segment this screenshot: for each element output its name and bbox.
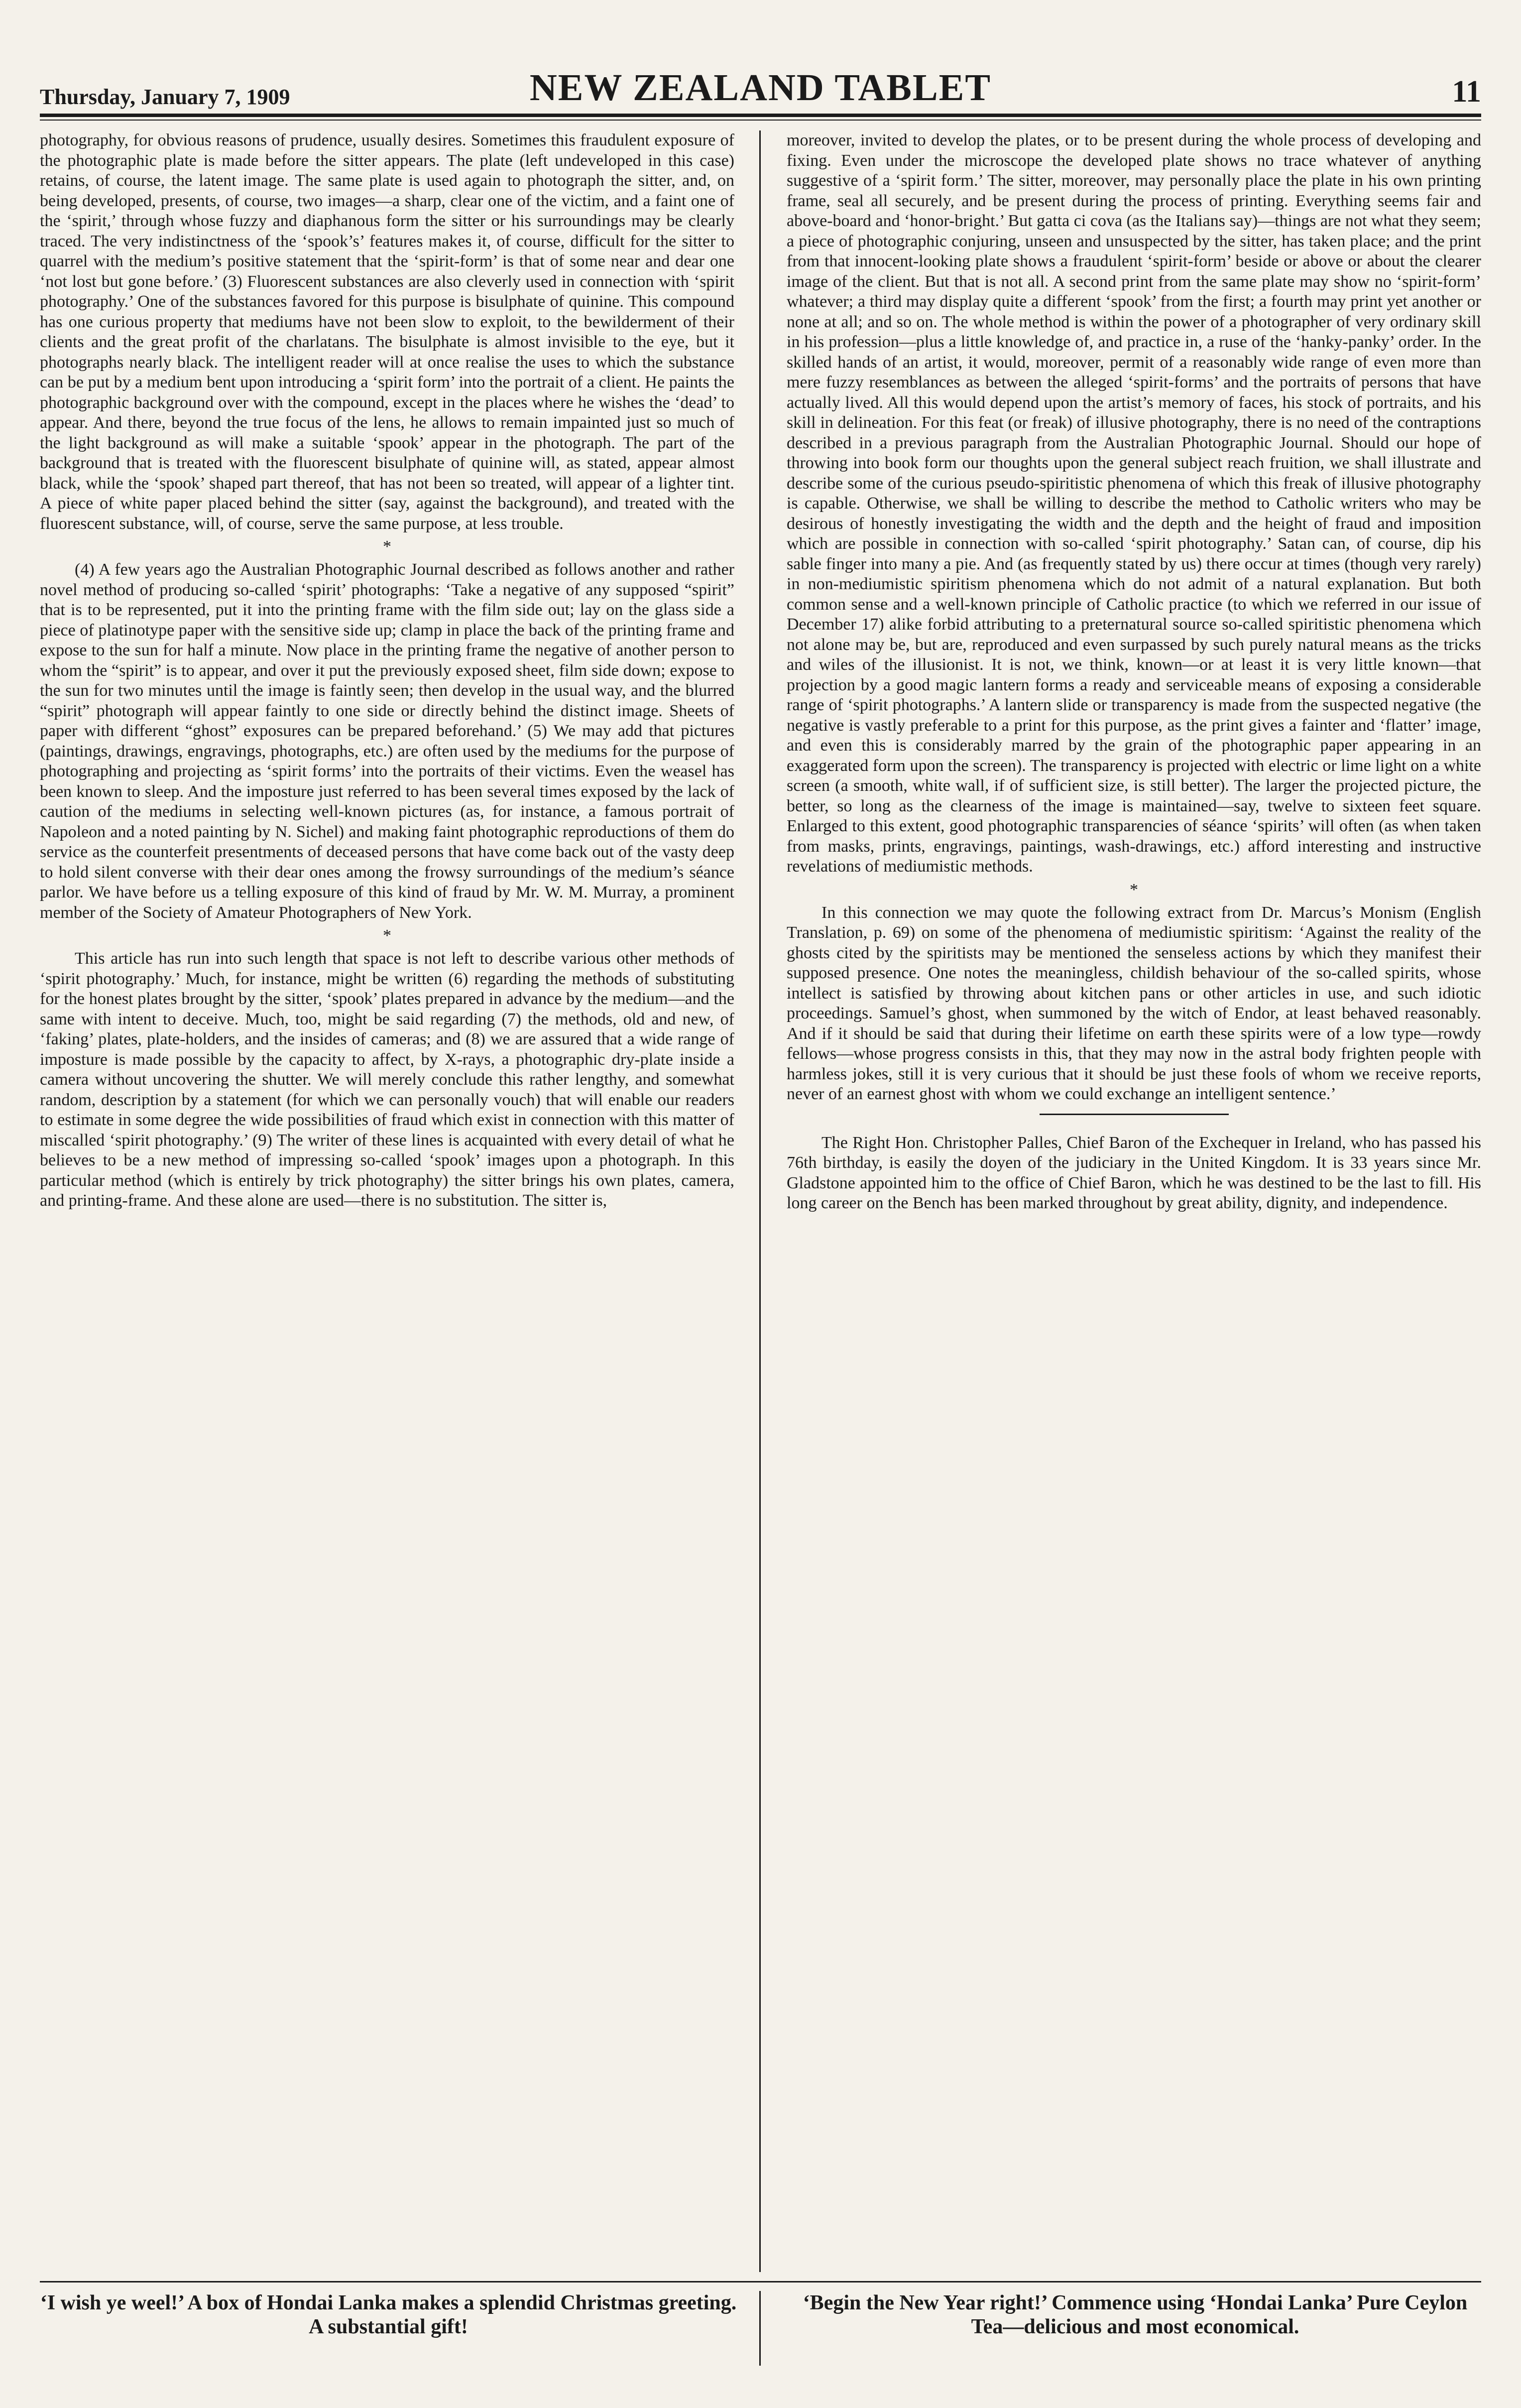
footer-divider [759,2291,761,2366]
footer-rule [40,2281,1481,2282]
article-paragraph: (4) A few years ago the Australian Photographic Journal described as follows another and rather novel method of producing so-called ‘spirit’ photographs: ‘Take a negative of any supposed “spirit” that is to be represented, put it into the printing frame with the film side out; lay on the glass side a piece of platinotype paper with the sensitive side up; clamp in place the back of the printing frame and expose to the sun for half a minute. Now place in the printing frame the negative of another person to whom the “spirit” is to appear, and over it put the previously exposed sheet, film side down; expose to the sun for two minutes until the image is faintly seen; then develop in the usual way, and the blurred “spirit” photograph will appear faintly to one side or directly behind the distinct image. Sheets of paper with different “ghost” exposures can be prepared beforehand.’ (5) We may add that pictures (paintings, drawings, engravings, photographs, etc.) are often used by the mediums for the purpose of photographing and projecting as ‘spirit forms’ into the portraits of their victims. Even the weasel has been known to sleep. And the imposture just referred to has been several times exposed by the lack of caution of the mediums in selecting well-known pictures (as, for instance, a famous portrait of Napoleon and a noted painting by N. Sichel) and making faint photographic reproductions of them do service as the counterfeit presentments of deceased persons that have come back out of the vasty deep to hold silent converse with their dear ones among the frowsy surroundings of the medium’s séance parlor. We have before us a telling exposure of this kind of fraud by Mr. W. M. Murray, a prominent member of the Society of Amateur Photographers of New York. [40,560,734,922]
short-rule-divider [1040,1114,1229,1115]
issue-date: Thursday, January 7, 1909 [40,85,290,109]
section-separator: * [383,537,391,556]
article-paragraph: moreover, invited to develop the plates, or to be present during the whole process of developing and fixing. Even under the microscope the developed plate shows no trace whatever of anything suggestive of a ‘spirit form.’ The sitter, moreover, may personally place the plate in his own printing frame, seal all securely, and be present during the process of printing. Everything seems fair and above-board and ‘honor-bright.’ But gatta ci cova (as the Italians say)—things are not what they seem; a piece of photographic conjuring, unseen and unsuspected by the sitter, has taken place; and the print from that innocent-looking plate shows a fraudulent ‘spirit-form’ beside or above or about the clearer image of the client. But that is not all. A second print from the same plate may show no ‘spirit-form’ whatever; a third may display quite a different ‘spook’ from the first; a fourth may print yet another or none at all; and so on. The whole method is within the power of a photographer of very ordinary skill in his profession—plus a little knowledge of, and practice in, a ruse of the ‘hanky-panky’ order. In the skilled hands of an artist, it would, moreover, permit of a reasonably wide range of even more than mere fuzzy resemblances as between the alleged ‘spirit-forms’ and the portraits of persons that have actually lived. All this would depend upon the artist’s memory of faces, his stock of portraits, and his skill in delineation. For this feat (or freak) of illusive photography, there is no need of the contraptions described in a previous paragraph from the Australian Photographic Journal. Should our hope of throwing into book form our thoughts upon the general subject reach fruition, we shall illustrate and describe some of the curious pseudo-spiritistic phenomena of which this freak of illusive photography is capable. Otherwise, we shall be willing to describe the method to Catholic writers who may be desirous of honestly investigating the width and the depth and the height of fraud and imposition which are possible in connection with so-called ‘spirit photography.’ Satan can, of course, dip his sable finger into many a pie. And (as frequently stated by us) there occur at times (though very rarely) in non-mediumistic spiritism phenomena which do not admit of a natural explanation. But both common sense and a well-known principle of Catholic practice (to which we referred in our issue of December 17) alike forbid attributing to a preternatural source so-called spiritistic phenomena which not alone may be, but are, reproduced and even surpassed by such purely natural means as the tricks and wiles of the illusionist. It is not, we think, known—or at least it is very little known—that projection by a good magic lantern forms a ready and serviceable means of exposing a considerable range of ‘spirit photographs.’ A lantern slide or transparency is made from the suspected negative (the negative is vastly preferable to a print for this purpose, as the print gives a fainter and ‘flatter’ image, and even this is considerably marred by the grain of the photographic paper appearing in an exaggerated form upon the screen). The transparency is projected with electric or lime light on a white screen (a smooth, white wall, if of sufficient size, is still better). The larger the projected picture, the better, so long as the clearness of the image is maintained—say, twelve to sixteen feet square. Enlarged to this extent, good photographic transparencies of séance ‘spirits’ will often (as when taken from masks, prints, engravings, paintings, wash-drawings, etc.) afford interesting and instructive revelations of mediumistic methods. [787,131,1481,876]
page-number: 11 [1452,75,1481,109]
masthead-rule-thin [40,120,1481,121]
masthead [40,60,1481,110]
footer-advert-left: ‘I wish ye weel!’ A box of Hondai Lanka makes a splendid Christmas greeting. A substantial gift! [40,2291,737,2338]
section-separator: * [1130,880,1138,899]
newspaper-title: NEW ZEALAND TABLET [529,67,992,109]
section-separator: * [383,926,391,945]
left-column [40,130,734,2257]
right-column [787,130,1481,2257]
column-divider [759,130,761,2272]
article-paragraph: photography, for obvious reasons of prudence, usually desires. Sometimes this fraudulent exposure of the photographic plate is made before the sitter appears. The plate (left undeveloped in this case) retains, of course, the latent image. The same plate is used again to photograph the sitter, and, on being developed, presents, of course, two images—a sharp, clear one of the victim, and a faint one of the ‘spirit,’ through whose fuzzy and diaphanous form the sitter or his surroundings may be clearly traced. The very indistinctness of the ‘spook’s’ features makes it, of course, difficult for the sitter to quarrel with the medium’s positive statement that the ‘spirit-form’ is that of some near and dear one ‘not lost but gone before.’ (3) Fluorescent substances are also cleverly used in connection with ‘spirit photography.’ One of the substances favored for this purpose is bisulphate of quinine. This compound has one curious property that mediums have not been slow to exploit, to the bewilderment of their clients and the great profit of the charlatans. The bisulphate is almost invisible to the eye, but it photographs nearly black. The intelligent reader will at once realise the uses to which the substance can be put by a medium bent upon introducing a ‘spirit form’ into the portrait of a client. He paints the photographic background over with the compound, except in the places where he wishes the ‘dead’ to appear. And there, beyond the true focus of the lens, he allows to remain impainted just so much of the light background as will make a suitable ‘spook’ appear in the photograph. The part of the background that is treated with the fluorescent bisulphate of quinine will, as stated, appear almost black, while the ‘spook’ shaped part thereof, that has not been so treated, will appear of a lighter tint. A piece of white paper placed behind the sitter (say, against the background), and treated with the fluorescent substance, will, of course, serve the same purpose, at less trouble. [40,131,734,533]
article-paragraph: This article has run into such length that space is not left to describe various other methods of ‘spirit photography.’ Much, for instance, might be written (6) regarding the methods of substituting for the honest plates brought by the sitter, ‘spook’ plates prepared in advance by the medium—and the same with intent to deceive. Much, too, might be said regarding (7) the methods, old and new, of ‘faking’ plates, plate-holders, and the insides of cameras; and (8) we are assured that a wide range of imposture is made possible by the capacity to affect, by X-rays, a photographic dry-plate inside a camera without uncovering the shutter. We will merely conclude this rather lengthy, and somewhat random, description by a statement (for which we can personally vouch) that will enable our readers to estimate in some degree the wide possibilities of fraud which exist in connection with this matter of miscalled ‘spirit photography.’ (9) The writer of these lines is acquainted with every detail of what he believes to be a new method of impressing so-called ‘spook’ images upon a photograph. In this particular method (which is entirely by trick photography) the sitter brings his own plates, camera, and printing-frame. And these alone are used—there is no substitution. The sitter is, [40,949,734,1210]
masthead-rule [40,114,1481,117]
news-item-paragraph: The Right Hon. Christopher Palles, Chief Baron of the Exchequer in Ireland, who has passed his 76th birthday, is easily the doyen of the judiciary in the United Kingdom. It is 33 years since Mr. Gladstone appointed him to the office of Chief Baron, which he was destined to be the last to fill. His long career on the Bench has been marked throughout by great ability, dignity, and independence. [787,1133,1481,1212]
article-paragraph: In this connection we may quote the following extract from Dr. Marcus’s Monism (English Translation, p. 69) on some of the phenomena of mediumistic spiritism: ‘Against the reality of the ghosts cited by the spiritists may be mentioned the senseless actions by which they manifest their supposed presence. One notes the meaningless, childish behaviour of the so-called spirits, whose intellect is satisfied by throwing about kitchen pans or other articles in use, and such idiotic proceedings. Samuel’s ghost, when summoned by the witch of Endor, at least behaved reasonably. And if it should be said that during their lifetime on earth these spirits were of a low type—rowdy fellows—whose progress consists in this, that they may now in the astral body frighten people with harmless jokes, still it is very curious that it should be just these fools of whom we receive reports, never of an earnest ghost with whom we could exchange an intelligent sentence.’ [787,903,1481,1103]
footer-advert-right: ‘Begin the New Year right!’ Commence using ‘Hondai Lanka’ Pure Ceylon Tea—delicious and most economical. [803,2291,1468,2338]
